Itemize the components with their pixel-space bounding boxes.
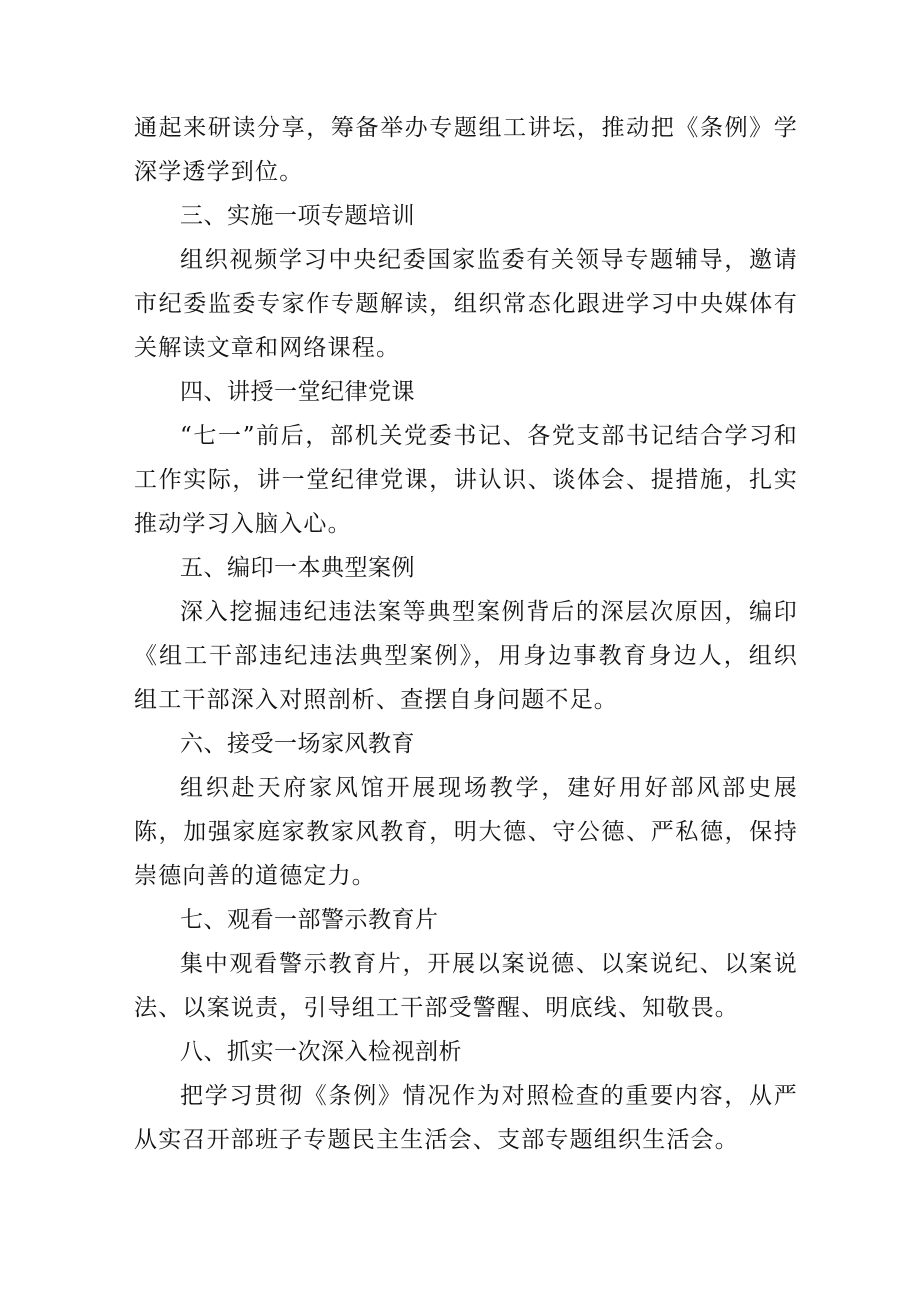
section-body-5: 深入挖掘违纪违法案等典型案例背后的深层次原因，编印《组工干部违纪违法典型案例》，用身边事教育身边人，组织组工干部深入对照剖析、查摆自身问题不足。 — [134, 599, 798, 713]
continued-paragraph: 通起来研读分享，筹备举办专题组工讲坛，推动把《条例》学深学透学到位。 — [134, 115, 798, 185]
section-body-3: 组织视频学习中央纪委国家监委有关领导专题辅导，邀请市纪委监委专家作专题解读，组织常态化跟进学习中央媒体有关解读文章和网络课程。 — [134, 247, 798, 361]
section-body-8: 把学习贯彻《条例》情况作为对照检查的重要内容，从严从实召开部班子专题民主生活会、支部专题组织生活会。 — [134, 1083, 798, 1153]
section-heading-8: 八、抓实一次深入检视剖析 — [180, 1039, 462, 1065]
section-body-7: 集中观看警示教育片，开展以案说德、以案说纪、以案说法、以案说责，引导组工干部受警醒、明底线、知敬畏。 — [134, 951, 798, 1021]
section-heading-4: 四、讲授一堂纪律党课 — [180, 379, 415, 405]
document-content — [134, 106, 798, 1162]
section-heading-6: 六、接受一场家风教育 — [180, 731, 415, 757]
section-body-4: “七一”前后，部机关党委书记、各党支部书记结合学习和工作实际，讲一堂纪律党课，讲认识、谈体会、提措施，扎实推动学习入脑入心。 — [134, 423, 798, 537]
section-heading-3: 三、实施一项专题培训 — [180, 203, 415, 229]
section-body-6: 组织赴天府家风馆开展现场教学，建好用好部风部史展陈，加强家庭家教家风教育，明大德、守公德、严私德，保持崇德向善的道德定力。 — [134, 775, 798, 889]
section-heading-5: 五、编印一本典型案例 — [180, 555, 415, 581]
section-heading-7: 七、观看一部警示教育片 — [180, 907, 439, 933]
